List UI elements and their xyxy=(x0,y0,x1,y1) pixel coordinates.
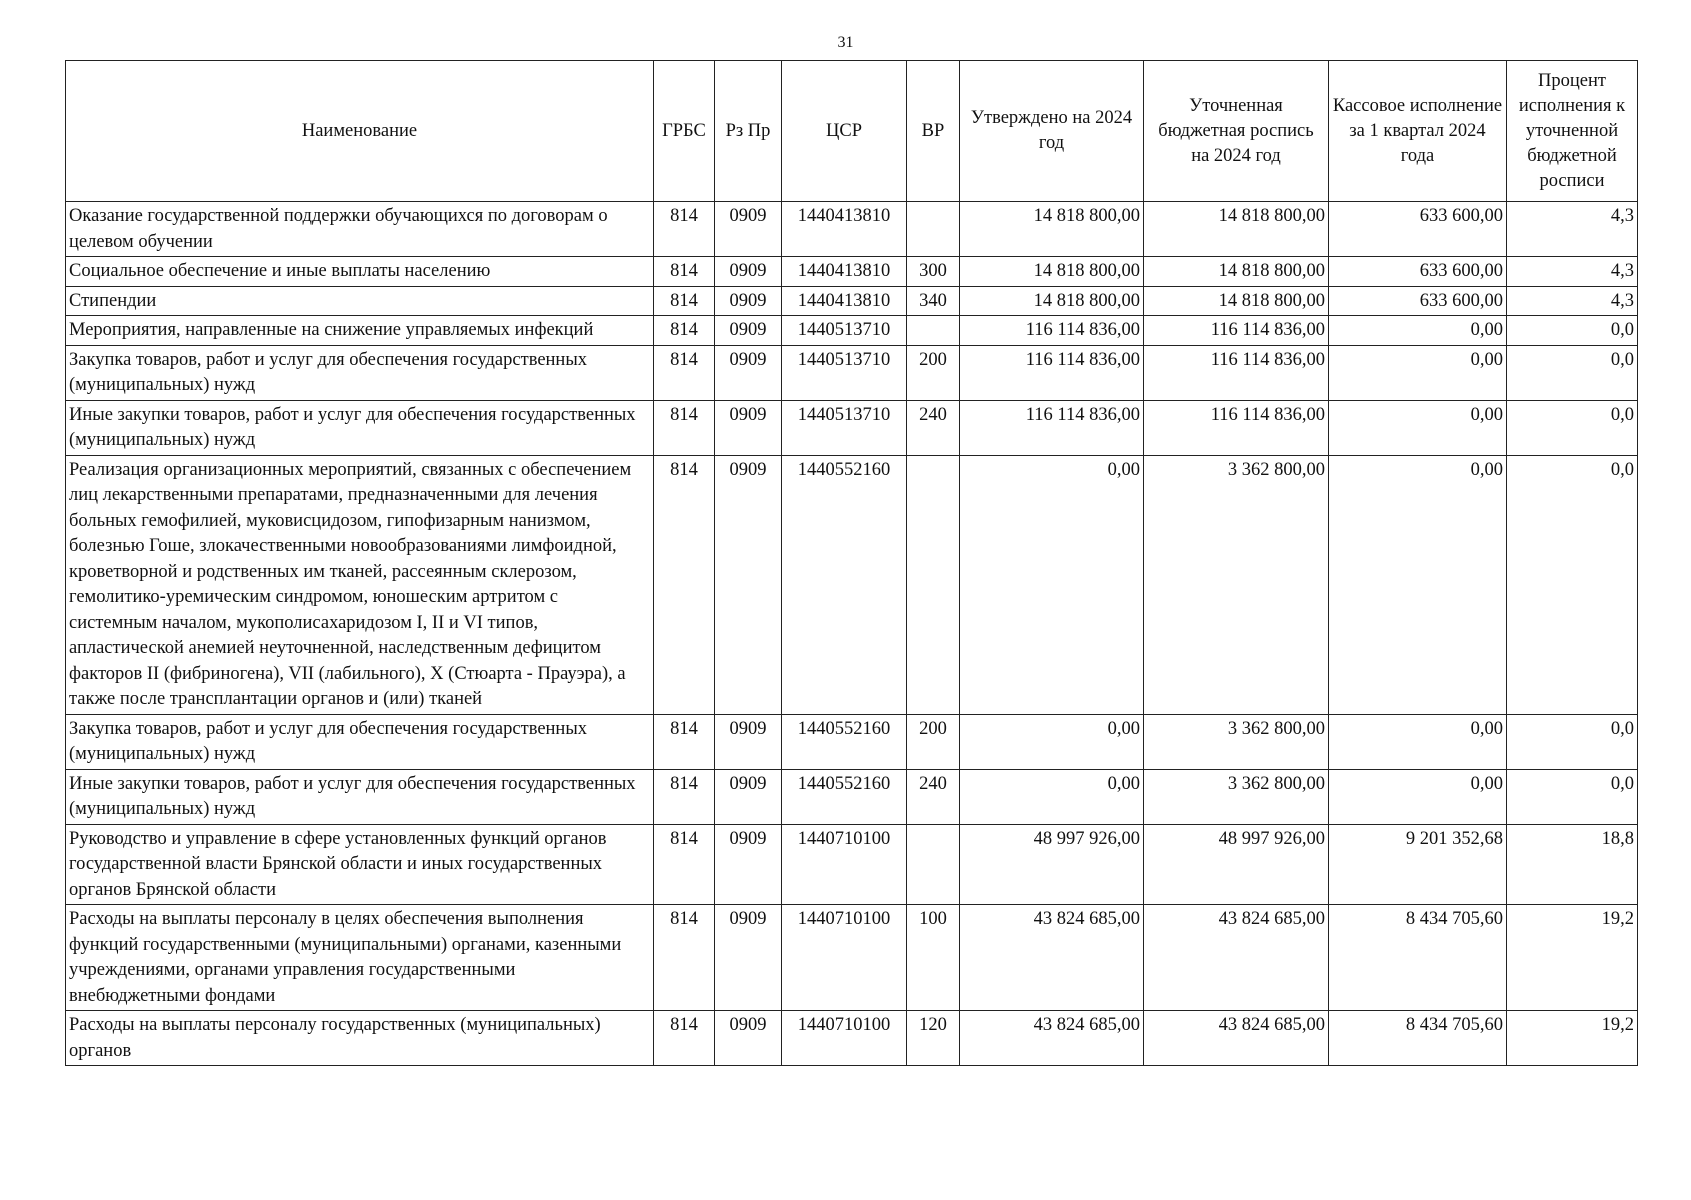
table-row xyxy=(66,824,1638,905)
table-row xyxy=(66,345,1638,400)
cell-approved: 116 114 836,00 xyxy=(960,400,1144,455)
header-refined: Уточненная бюджетная роспись на 2024 год xyxy=(1144,61,1329,202)
cell-vr: 300 xyxy=(907,257,960,287)
table-row xyxy=(66,905,1638,1011)
table-row xyxy=(66,316,1638,346)
cell-csr: 1440513710 xyxy=(782,345,907,400)
cell-csr: 1440413810 xyxy=(782,286,907,316)
cell-refined: 3 362 800,00 xyxy=(1144,714,1329,769)
cell-name: Расходы на выплаты персоналу в целях обеспечения выполнения функций государственными (муниципальными) органами, казенными учреждениями, органами управления государственными внебюджетными фондами xyxy=(66,905,654,1011)
cell-percent: 19,2 xyxy=(1507,1011,1638,1066)
cell-refined: 116 114 836,00 xyxy=(1144,345,1329,400)
cell-approved: 0,00 xyxy=(960,714,1144,769)
cell-rzpr: 0909 xyxy=(715,455,782,714)
header-percent: Процент исполнения к уточненной бюджетной росписи xyxy=(1507,61,1638,202)
budget-execution-table xyxy=(65,60,1638,1066)
cell-rzpr: 0909 xyxy=(715,824,782,905)
cell-csr: 1440513710 xyxy=(782,316,907,346)
cell-name: Расходы на выплаты персоналу государственных (муниципальных) органов xyxy=(66,1011,654,1066)
cell-vr: 200 xyxy=(907,345,960,400)
cell-percent: 4,3 xyxy=(1507,257,1638,287)
cell-csr: 1440413810 xyxy=(782,257,907,287)
cell-rzpr: 0909 xyxy=(715,400,782,455)
cell-cash: 9 201 352,68 xyxy=(1329,824,1507,905)
cell-percent: 0,0 xyxy=(1507,769,1638,824)
cell-cash: 633 600,00 xyxy=(1329,286,1507,316)
cell-refined: 3 362 800,00 xyxy=(1144,769,1329,824)
page-number: 31 xyxy=(837,34,854,51)
cell-approved: 14 818 800,00 xyxy=(960,286,1144,316)
cell-grbs: 814 xyxy=(654,345,715,400)
cell-vr xyxy=(907,202,960,257)
header-cash: Кассовое исполнение за 1 квартал 2024 года xyxy=(1329,61,1507,202)
table-row xyxy=(66,769,1638,824)
cell-approved: 0,00 xyxy=(960,769,1144,824)
cell-name: Иные закупки товаров, работ и услуг для обеспечения государственных (муниципальных) нужд xyxy=(66,769,654,824)
header-name: Наименование xyxy=(66,61,654,202)
cell-vr: 120 xyxy=(907,1011,960,1066)
cell-rzpr: 0909 xyxy=(715,1011,782,1066)
cell-name: Руководство и управление в сфере установленных функций органов государственной власти Брянской области и иных государственных органов Брянской области xyxy=(66,824,654,905)
cell-csr: 1440552160 xyxy=(782,769,907,824)
table-row xyxy=(66,1011,1638,1066)
cell-approved: 14 818 800,00 xyxy=(960,202,1144,257)
cell-refined: 3 362 800,00 xyxy=(1144,455,1329,714)
cell-name: Закупка товаров, работ и услуг для обеспечения государственных (муниципальных) нужд xyxy=(66,714,654,769)
table-row xyxy=(66,714,1638,769)
cell-cash: 633 600,00 xyxy=(1329,257,1507,287)
cell-grbs: 814 xyxy=(654,257,715,287)
cell-rzpr: 0909 xyxy=(715,345,782,400)
cell-rzpr: 0909 xyxy=(715,257,782,287)
cell-percent: 0,0 xyxy=(1507,316,1638,346)
cell-percent: 19,2 xyxy=(1507,905,1638,1011)
cell-refined: 43 824 685,00 xyxy=(1144,905,1329,1011)
cell-refined: 14 818 800,00 xyxy=(1144,257,1329,287)
cell-approved: 43 824 685,00 xyxy=(960,1011,1144,1066)
cell-cash: 0,00 xyxy=(1329,455,1507,714)
cell-percent: 0,0 xyxy=(1507,400,1638,455)
cell-name: Закупка товаров, работ и услуг для обеспечения государственных (муниципальных) нужд xyxy=(66,345,654,400)
cell-refined: 48 997 926,00 xyxy=(1144,824,1329,905)
cell-name: Мероприятия, направленные на снижение управляемых инфекций xyxy=(66,316,654,346)
cell-approved: 116 114 836,00 xyxy=(960,316,1144,346)
cell-grbs: 814 xyxy=(654,714,715,769)
cell-grbs: 814 xyxy=(654,286,715,316)
cell-percent: 4,3 xyxy=(1507,286,1638,316)
cell-csr: 1440513710 xyxy=(782,400,907,455)
cell-rzpr: 0909 xyxy=(715,316,782,346)
header-grbs: ГРБС xyxy=(654,61,715,202)
cell-name: Реализация организационных мероприятий, связанных с обеспечением лиц лекарственными препаратами, предназначенными для лечения больных гемофилией, муковисцидозом, гипофизарным нанизмом, болезнью Гоше, злокачественными новообразованиями лимфоидной, кроветворной и родственных им тканей, рассеянным склерозом, гемолитико-уремическим синдромом, юношеским артритом с системным началом, мукополисахаридозом I, II и VI типов, апластической анемией неуточненной, наследственным дефицитом факторов II (фибриногена), VII (лабильного), X (Стюарта - Прауэра), а также после трансплантации органов и (или) тканей xyxy=(66,455,654,714)
cell-vr xyxy=(907,455,960,714)
cell-name: Стипендии xyxy=(66,286,654,316)
table-body xyxy=(66,202,1638,1066)
cell-percent: 0,0 xyxy=(1507,345,1638,400)
cell-rzpr: 0909 xyxy=(715,714,782,769)
cell-grbs: 814 xyxy=(654,1011,715,1066)
cell-vr: 340 xyxy=(907,286,960,316)
cell-percent: 0,0 xyxy=(1507,455,1638,714)
cell-refined: 116 114 836,00 xyxy=(1144,400,1329,455)
header-approved: Утверждено на 2024 год xyxy=(960,61,1144,202)
cell-approved: 0,00 xyxy=(960,455,1144,714)
cell-name: Социальное обеспечение и иные выплаты населению xyxy=(66,257,654,287)
cell-cash: 8 434 705,60 xyxy=(1329,905,1507,1011)
cell-grbs: 814 xyxy=(654,202,715,257)
cell-percent: 4,3 xyxy=(1507,202,1638,257)
cell-cash: 0,00 xyxy=(1329,714,1507,769)
cell-vr: 100 xyxy=(907,905,960,1011)
cell-grbs: 814 xyxy=(654,824,715,905)
cell-percent: 0,0 xyxy=(1507,714,1638,769)
cell-csr: 1440413810 xyxy=(782,202,907,257)
cell-cash: 0,00 xyxy=(1329,345,1507,400)
table-row xyxy=(66,286,1638,316)
header-csr: ЦСР xyxy=(782,61,907,202)
cell-rzpr: 0909 xyxy=(715,286,782,316)
table-row xyxy=(66,400,1638,455)
cell-refined: 14 818 800,00 xyxy=(1144,202,1329,257)
cell-rzpr: 0909 xyxy=(715,202,782,257)
table-row xyxy=(66,202,1638,257)
cell-csr: 1440710100 xyxy=(782,1011,907,1066)
table-row xyxy=(66,257,1638,287)
cell-vr: 240 xyxy=(907,769,960,824)
cell-vr xyxy=(907,824,960,905)
cell-approved: 48 997 926,00 xyxy=(960,824,1144,905)
cell-approved: 14 818 800,00 xyxy=(960,257,1144,287)
cell-refined: 43 824 685,00 xyxy=(1144,1011,1329,1066)
cell-grbs: 814 xyxy=(654,455,715,714)
cell-csr: 1440552160 xyxy=(782,455,907,714)
cell-cash: 0,00 xyxy=(1329,400,1507,455)
cell-rzpr: 0909 xyxy=(715,905,782,1011)
cell-cash: 633 600,00 xyxy=(1329,202,1507,257)
cell-cash: 0,00 xyxy=(1329,316,1507,346)
cell-cash: 0,00 xyxy=(1329,769,1507,824)
header-rzpr: Рз Пр xyxy=(715,61,782,202)
table-header xyxy=(66,61,1638,202)
table-row xyxy=(66,455,1638,714)
cell-name: Иные закупки товаров, работ и услуг для обеспечения государственных (муниципальных) нужд xyxy=(66,400,654,455)
cell-csr: 1440552160 xyxy=(782,714,907,769)
cell-refined: 116 114 836,00 xyxy=(1144,316,1329,346)
cell-name: Оказание государственной поддержки обучающихся по договорам о целевом обучении xyxy=(66,202,654,257)
cell-grbs: 814 xyxy=(654,400,715,455)
cell-grbs: 814 xyxy=(654,905,715,1011)
cell-percent: 18,8 xyxy=(1507,824,1638,905)
header-vr: ВР xyxy=(907,61,960,202)
cell-vr: 200 xyxy=(907,714,960,769)
cell-rzpr: 0909 xyxy=(715,769,782,824)
cell-vr: 240 xyxy=(907,400,960,455)
cell-csr: 1440710100 xyxy=(782,905,907,1011)
cell-csr: 1440710100 xyxy=(782,824,907,905)
cell-approved: 116 114 836,00 xyxy=(960,345,1144,400)
cell-vr xyxy=(907,316,960,346)
header-row xyxy=(66,61,1638,202)
cell-grbs: 814 xyxy=(654,316,715,346)
cell-cash: 8 434 705,60 xyxy=(1329,1011,1507,1066)
cell-approved: 43 824 685,00 xyxy=(960,905,1144,1011)
cell-refined: 14 818 800,00 xyxy=(1144,286,1329,316)
cell-grbs: 814 xyxy=(654,769,715,824)
